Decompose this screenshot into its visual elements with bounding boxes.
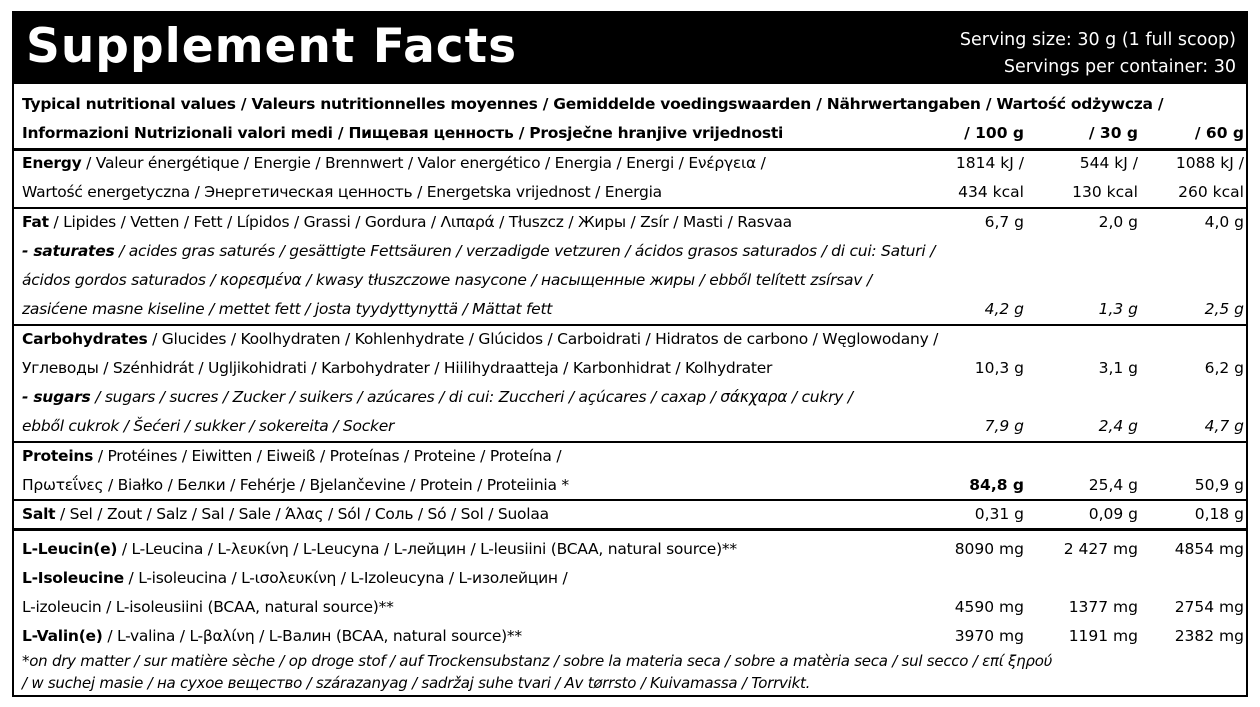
energy-row-1 bbox=[14, 149, 1246, 178]
salt-100g: 0,31 g bbox=[974, 505, 1024, 523]
sugars-60g: 4,7 g bbox=[1204, 417, 1244, 435]
leucine-30g: 2 427 mg bbox=[1063, 540, 1138, 558]
table-header-row-2 bbox=[14, 119, 1246, 148]
table-header-row-1 bbox=[14, 90, 1246, 119]
isoleucine-100g: 4590 mg bbox=[954, 598, 1024, 616]
footnote-text-1: *on dry matter / sur matière sèche / op droge stof / auf Trockensubstanz / sobre la materia seca / sobre a matèria seca / sul secco / επί ξηρού bbox=[22, 652, 1053, 670]
proteins-100g: 84,8 g bbox=[969, 476, 1024, 494]
isoleucine-30g: 1377 mg bbox=[1068, 598, 1138, 616]
footnote-text-2: / w suchej masie / на сухое вещество / szárazanyag / sadržaj suhe tvari / Av tørrsto / Kuivamassa / Torrvikt. bbox=[22, 674, 811, 692]
isoleucine-translations-1: / L-isoleucina / L-ισολευκίνη / L-Izoleucyna / L-изолейцин / bbox=[123, 569, 568, 587]
sugars-row-2 bbox=[14, 412, 1246, 441]
saturates-row-1 bbox=[14, 237, 1246, 266]
carbs-translations-2: Углеводы / Szénhidrát / Ugljikohidrati / Karbohydrater / Hiilihydraatteja / Karbonhidrat / Kolhydrater bbox=[22, 359, 773, 377]
serving-info bbox=[960, 27, 1236, 81]
sugars-30g: 2,4 g bbox=[1098, 417, 1138, 435]
proteins-translations-1: / Protéines / Eiwitten / Eiweiß / Proteínas / Proteine / Proteína / bbox=[93, 447, 562, 465]
saturates-row-2 bbox=[14, 266, 1246, 295]
sugars-name: - sugars bbox=[22, 388, 91, 406]
valine-60g: 2382 mg bbox=[1174, 627, 1244, 645]
proteins-30g: 25,4 g bbox=[1088, 476, 1138, 494]
valine-row bbox=[14, 622, 1246, 651]
carbs-name: Carbohydrates bbox=[22, 330, 148, 348]
energy-kj-60g: 1088 kJ / bbox=[1175, 154, 1244, 172]
carbs-100g: 10,3 g bbox=[974, 359, 1024, 377]
label-title: Supplement Facts bbox=[26, 19, 518, 74]
sugars-row-1 bbox=[14, 383, 1246, 412]
sugars-translations-2: ebből cukrok / Šećeri / sukker / sokereita / Socker bbox=[22, 417, 395, 435]
saturates-row-3 bbox=[14, 295, 1246, 324]
valine-30g: 1191 mg bbox=[1068, 627, 1138, 645]
divider bbox=[14, 528, 1246, 531]
energy-kj-100g: 1814 kJ / bbox=[955, 154, 1024, 172]
proteins-row-1 bbox=[14, 442, 1246, 471]
valine-100g: 3970 mg bbox=[954, 627, 1024, 645]
leucine-60g: 4854 mg bbox=[1174, 540, 1244, 558]
carbs-row-1 bbox=[14, 325, 1246, 354]
isoleucine-row-2 bbox=[14, 593, 1246, 622]
header-bar bbox=[14, 13, 1246, 84]
valine-name: L-Valin(e) bbox=[22, 627, 103, 645]
serving-size: Serving size: 30 g (1 full scoop) bbox=[959, 30, 1236, 50]
saturates-translations-1: / acides gras saturés / gesättigte Fettsäuren / verzadigde vetzuren / ácidos grasos saturados / di cui: Saturi / bbox=[114, 242, 936, 260]
energy-name: Energy bbox=[22, 154, 82, 172]
leucine-row bbox=[14, 535, 1246, 564]
col-header-60g: / 60 g bbox=[1194, 124, 1244, 142]
saturates-30g: 1,3 g bbox=[1098, 300, 1138, 318]
sugars-100g: 7,9 g bbox=[984, 417, 1024, 435]
energy-kcal-30g: 130 kcal bbox=[1072, 183, 1138, 201]
salt-row bbox=[14, 500, 1246, 529]
fat-name: Fat bbox=[22, 213, 49, 231]
carbs-translations-1: / Glucides / Koolhydraten / Kohlenhydrate / Glúcidos / Carboidrati / Hidratos de carbono / Węglowodany / bbox=[147, 330, 939, 348]
fat-row bbox=[14, 208, 1246, 237]
energy-translations-1: / Valeur énergétique / Energie / Brennwert / Valor energético / Energia / Energi / Ενέργεια / bbox=[81, 154, 766, 172]
isoleucine-name: L-Isoleucine bbox=[22, 569, 124, 587]
sugars-translations-1: / sugars / sucres / Zucker / suikers / azúcares / di cui: Zuccheri / açúcares / сахар / σάκχαρα / cukry / bbox=[90, 388, 853, 406]
salt-60g: 0,18 g bbox=[1194, 505, 1244, 523]
salt-name: Salt bbox=[22, 505, 56, 523]
header-text-2: Informazioni Nutrizionali valori medi / Пищевая ценность / Prosječne hranjive vrijednosti bbox=[22, 124, 784, 142]
isoleucine-row-1 bbox=[14, 564, 1246, 593]
salt-30g: 0,09 g bbox=[1088, 505, 1138, 523]
footnote-row-1 bbox=[14, 650, 1246, 672]
servings-per-container: Servings per container: 30 bbox=[1003, 57, 1236, 77]
carbs-60g: 6,2 g bbox=[1204, 359, 1244, 377]
energy-kcal-60g: 260 kcal bbox=[1178, 183, 1244, 201]
energy-translations-2: Wartość energetyczna / Энергетическая ценность / Energetska vrijednost / Energia bbox=[22, 183, 662, 201]
proteins-name: Proteins bbox=[22, 447, 94, 465]
fat-100g: 6,7 g bbox=[984, 213, 1024, 231]
fat-translations: / Lipides / Vetten / Fett / Lípidos / Grassi / Gordura / Λιπαρά / Tłuszcz / Жиры / Zsír / Masti / Rasvaa bbox=[48, 213, 792, 231]
leucine-100g: 8090 mg bbox=[954, 540, 1024, 558]
proteins-60g: 50,9 g bbox=[1194, 476, 1244, 494]
leucine-translations: / L-Leucina / L-λευκίνη / L-Leucyna / L-лейцин / L-leusiini (BCAA, natural source)** bbox=[117, 540, 737, 558]
header-text-1: Typical nutritional values / Valeurs nutritionnelles moyennes / Gemiddelde voedingswaarden / Nährwertangaben / Wartość odżywcza / bbox=[22, 95, 1164, 113]
saturates-translations-3: zasićene masne kiseline / mettet fett / josta tyydyttynyttä / Mättat fett bbox=[22, 300, 553, 318]
fat-60g: 4,0 g bbox=[1204, 213, 1244, 231]
leucine-name: L-Leucin(e) bbox=[22, 540, 118, 558]
energy-kcal-100g: 434 kcal bbox=[958, 183, 1024, 201]
energy-row-2 bbox=[14, 178, 1246, 207]
col-header-100g: / 100 g bbox=[964, 124, 1024, 142]
saturates-100g: 4,2 g bbox=[984, 300, 1024, 318]
valine-translations: / L-valina / L-βαλίνη / L-Валин (BCAA, natural source)** bbox=[102, 627, 522, 645]
salt-translations: / Sel / Zout / Salz / Sal / Sale / Άλας / Sól / Соль / Só / Sol / Suolaa bbox=[55, 505, 549, 523]
supplement-facts-label bbox=[12, 11, 1248, 697]
proteins-translations-2: Πρωτεΐνες / Białko / Белки / Fehérje / Bjelančevine / Protein / Proteiinia * bbox=[22, 476, 569, 494]
col-header-30g: / 30 g bbox=[1088, 124, 1138, 142]
fat-30g: 2,0 g bbox=[1098, 213, 1138, 231]
carbs-30g: 3,1 g bbox=[1098, 359, 1138, 377]
saturates-translations-2: ácidos gordos saturados / κορεσμένα / kwasy tłuszczowe nasycone / насыщенные жиры / ebből telített zsírsav / bbox=[22, 271, 872, 289]
energy-kj-30g: 544 kJ / bbox=[1079, 154, 1138, 172]
isoleucine-60g: 2754 mg bbox=[1174, 598, 1244, 616]
isoleucine-translations-2: L-izoleucin / L-isoleusiini (BCAA, natural source)** bbox=[22, 598, 394, 616]
proteins-row-2 bbox=[14, 471, 1246, 500]
saturates-60g: 2,5 g bbox=[1204, 300, 1244, 318]
footnote-row-2 bbox=[14, 672, 1246, 694]
carbs-row-2 bbox=[14, 354, 1246, 383]
saturates-name: - saturates bbox=[22, 242, 115, 260]
